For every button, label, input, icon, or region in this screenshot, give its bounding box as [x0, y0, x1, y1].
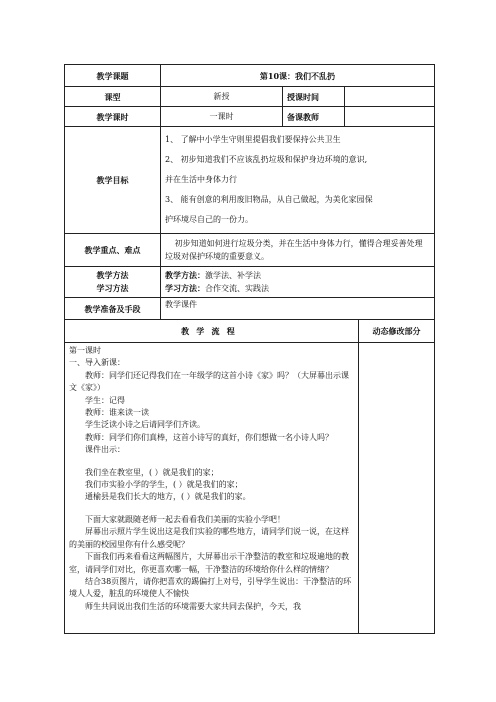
teacher-label: 备课教师: [283, 107, 345, 127]
goal-line: 护环境尽自己的一份力。: [165, 215, 253, 224]
flow-line: 师生共同说出我们生活的环境需要大家共同去保护，今天，我: [85, 601, 301, 611]
goal-line: 2、 初步知道我们不应该乱扔垃圾和保护身边环境的意识,: [165, 155, 368, 164]
row-flow-heading: [65, 320, 435, 343]
time-label: 授课时间: [283, 87, 345, 107]
teach-method-value: 激学法、补学法: [205, 271, 261, 280]
teacher-value: [345, 107, 435, 127]
time-value: [345, 87, 435, 107]
lesson-plan-sheet: [64, 64, 434, 634]
title-label: 教学课题: [65, 65, 161, 87]
flow-line: 结合38页图片，请你把喜欢的踢偏打上对号，引导学生说出：干净整洁的环境人人爱，脏乱的环境使人不愉快: [69, 576, 352, 599]
methods-label-line1: 教学方法: [96, 270, 129, 280]
flow-line: 一、导入新课：: [69, 358, 125, 368]
flow-line: 下面大家就跟随老师一起去看看我们美丽的实验小学吧！: [85, 514, 285, 524]
row-title: [65, 65, 435, 87]
flow-line: 课件出示：: [85, 445, 125, 455]
goals-label: 教学目标: [65, 127, 161, 234]
goals-content: [161, 127, 435, 234]
row-prep: [65, 298, 435, 320]
lesson-plan-table: [64, 64, 435, 634]
learn-method-value: 合作交流、实践法: [205, 284, 269, 293]
flow-line: 我们坐在教室里，( ）就是我们的家；: [85, 467, 219, 477]
row-hours: [65, 107, 435, 127]
hours-value: 一课时: [161, 107, 283, 127]
teach-method-line: [165, 269, 430, 282]
flow-line: 下面我们再来看看这两幅图片，大屏幕出示干净整洁的教室和垃圾遍地的教室，请同学们对比，你更喜欢哪一幅，干净整洁的环境给你什么样的情绪？: [69, 552, 349, 574]
flow-line: 通榆县是我们长大的地方，( ）就是我们的家。: [85, 492, 251, 502]
methods-label: [65, 267, 161, 298]
flow-line: 教师：谁来读一读: [85, 408, 149, 418]
prep-label: 教学准备及手段: [65, 298, 161, 320]
goal-line: 3、 能有创意的利用废旧物品，从自己做起，为美化家园保: [165, 195, 373, 204]
row-type: [65, 87, 435, 107]
title-value: 第10课：我们不乱扔: [161, 65, 435, 87]
goal-line: 1、 了解中小学生守则里提倡我们要保持公共卫生: [165, 135, 341, 144]
learn-method-label: 学习方法：: [165, 283, 205, 293]
row-flow-body: [65, 343, 435, 634]
goal-line: 并在生活中身体力行: [165, 175, 237, 184]
flow-body: [65, 343, 359, 634]
flow-line: 我们市实验小学的学生，( ）就是我们的家；: [85, 480, 243, 490]
methods-content: [161, 267, 435, 298]
learn-method-line: [165, 282, 430, 295]
row-focus: [65, 234, 435, 267]
row-methods: [65, 267, 435, 298]
type-label: 课型: [65, 87, 161, 107]
focus-label: 教学重点、难点: [65, 234, 161, 267]
hours-label: 教学课时: [65, 107, 161, 127]
teach-method-label: 教学方法：: [165, 270, 205, 280]
flow-line: 屏幕出示照片学生说出这是我们实验的哪些地方，请同学们说一说，在这样的美丽的校园里你有什么感受呢？: [69, 527, 349, 549]
type-value: 新授: [161, 87, 283, 107]
methods-label-line2: 学习方法: [96, 283, 129, 293]
row-goals: [65, 127, 435, 234]
prep-value: 教学课件: [161, 298, 435, 320]
focus-content: 初步知道如何进行垃圾分类，并在生活中身体力行，懂得合理妥善处理垃圾对保护环境的重要意义。: [161, 234, 435, 267]
flow-line: 学生泛读小诗之后请同学们齐读。: [85, 420, 205, 430]
flow-line: 教师：同学们你们真棒，这首小诗写的真好，你们想做一名小诗人吗？: [85, 432, 333, 442]
flow-heading: 教学流程: [65, 320, 359, 343]
flow-side-cell: [359, 343, 435, 634]
flow-side-heading: 动态修改部分: [359, 320, 435, 343]
flow-line: 教师：同学们还记得我们在一年级学的这首小诗《家》吗？（大屏幕出示课文《家》）: [69, 370, 349, 393]
flow-line: 学生：记得: [85, 395, 125, 405]
flow-line: 第一课时: [69, 346, 101, 355]
